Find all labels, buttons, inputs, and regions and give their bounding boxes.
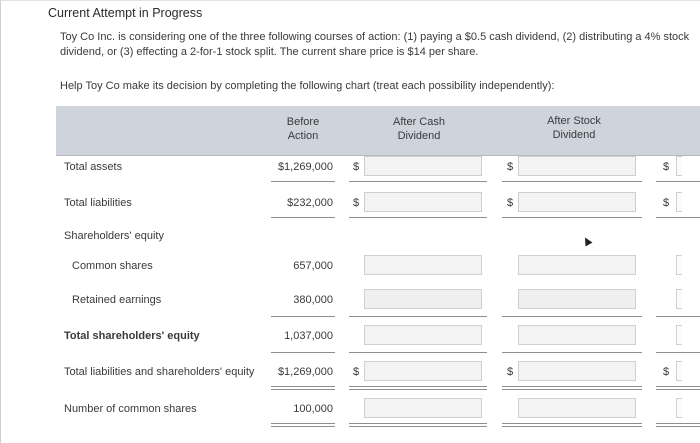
stock-common-shares-input[interactable] [518,255,636,275]
column-header-line: After Stock [547,115,601,127]
before-value: 657,000 [293,260,333,272]
before-value: $1,269,000 [277,366,333,378]
split-retained-earnings-input[interactable] [676,289,682,309]
cash-total-equity-input[interactable] [364,325,482,345]
stock-total-equity-input[interactable] [518,325,636,345]
split-total-liab-equity-input[interactable] [676,361,682,381]
dollar-sign: $ [507,161,514,173]
problem-statement: Toy Co Inc. is considering one of the three following courses of action: (1) paying a $0.5 cash dividend, (2) distributing a 4% stock dividend, or (3) effecting a 2-for-1 stock split. The current share price is $14 per share. [60,31,690,58]
dollar-sign: $ [663,197,670,209]
before-value: $1,269,000 [277,161,333,173]
double-underline [502,386,642,390]
stock-total-liabilities-input[interactable] [518,192,636,212]
stock-retained-earnings-input[interactable] [518,289,636,309]
cash-common-shares-input[interactable] [364,255,482,275]
page-title: Current Attempt in Progress [48,6,203,20]
dollar-sign: $ [663,366,670,378]
underline [349,316,487,317]
before-value: 1,037,000 [284,330,333,342]
row-label: Retained earnings [72,294,162,306]
cash-number-shares-input[interactable] [364,398,482,418]
split-number-shares-input[interactable] [676,398,682,418]
cash-total-assets-input[interactable] [364,156,482,176]
column-header-line: Dividend [552,129,596,141]
cash-total-liab-equity-input[interactable] [364,361,482,381]
double-underline [271,386,335,390]
underline [349,352,487,353]
double-underline [271,423,335,427]
underline [271,352,335,353]
underline [502,352,642,353]
underline [656,352,700,353]
stock-total-liab-equity-input[interactable] [518,361,636,381]
column-header-cash [374,115,464,143]
before-value: 100,000 [293,403,333,415]
stock-number-shares-input[interactable] [518,398,636,418]
row-label: Number of common shares [64,403,197,415]
split-total-equity-input[interactable] [676,325,682,345]
underline [656,217,700,218]
underline [349,181,487,182]
underline [656,181,700,182]
dollar-sign: $ [353,366,360,378]
cash-total-liabilities-input[interactable] [364,192,482,212]
cash-retained-earnings-input[interactable] [364,289,482,309]
column-header-line: Action [287,130,319,142]
dollar-sign: $ [663,161,670,173]
section-label: Shareholders' equity [64,230,164,242]
underline [502,181,642,182]
dollar-sign: $ [507,197,514,209]
split-common-shares-input[interactable] [676,255,682,275]
double-underline [656,386,700,390]
underline [349,217,487,218]
stock-total-assets-input[interactable] [518,156,636,176]
column-header-before [268,115,338,143]
row-label: Total liabilities [64,197,132,209]
row-label: Total liabilities and shareholders' equity [64,366,255,378]
dollar-sign: $ [507,366,514,378]
double-underline [656,423,700,427]
column-header-line: Before [286,116,320,128]
column-header-stock [528,114,620,142]
underline [271,181,335,182]
double-underline [349,386,487,390]
split-total-liabilities-input[interactable] [676,192,682,212]
underline [502,316,642,317]
before-value: 380,000 [293,294,333,306]
underline [271,316,335,317]
double-underline [349,423,487,427]
row-label: Common shares [72,260,153,272]
underline [271,217,335,218]
double-underline [502,423,642,427]
row-label: Total shareholders' equity [64,330,200,342]
dollar-sign: $ [353,197,360,209]
dollar-sign: $ [353,161,360,173]
before-value: $232,000 [287,197,333,209]
split-total-assets-input[interactable] [676,156,682,176]
row-label: Total assets [64,161,123,173]
instruction-text: Help Toy Co make its decision by completing the following chart (treat each possibility independently): [60,80,555,92]
underline [656,316,700,317]
column-header-line: Dividend [397,130,441,142]
column-header-line: After Cash [393,116,445,128]
underline [502,217,642,218]
